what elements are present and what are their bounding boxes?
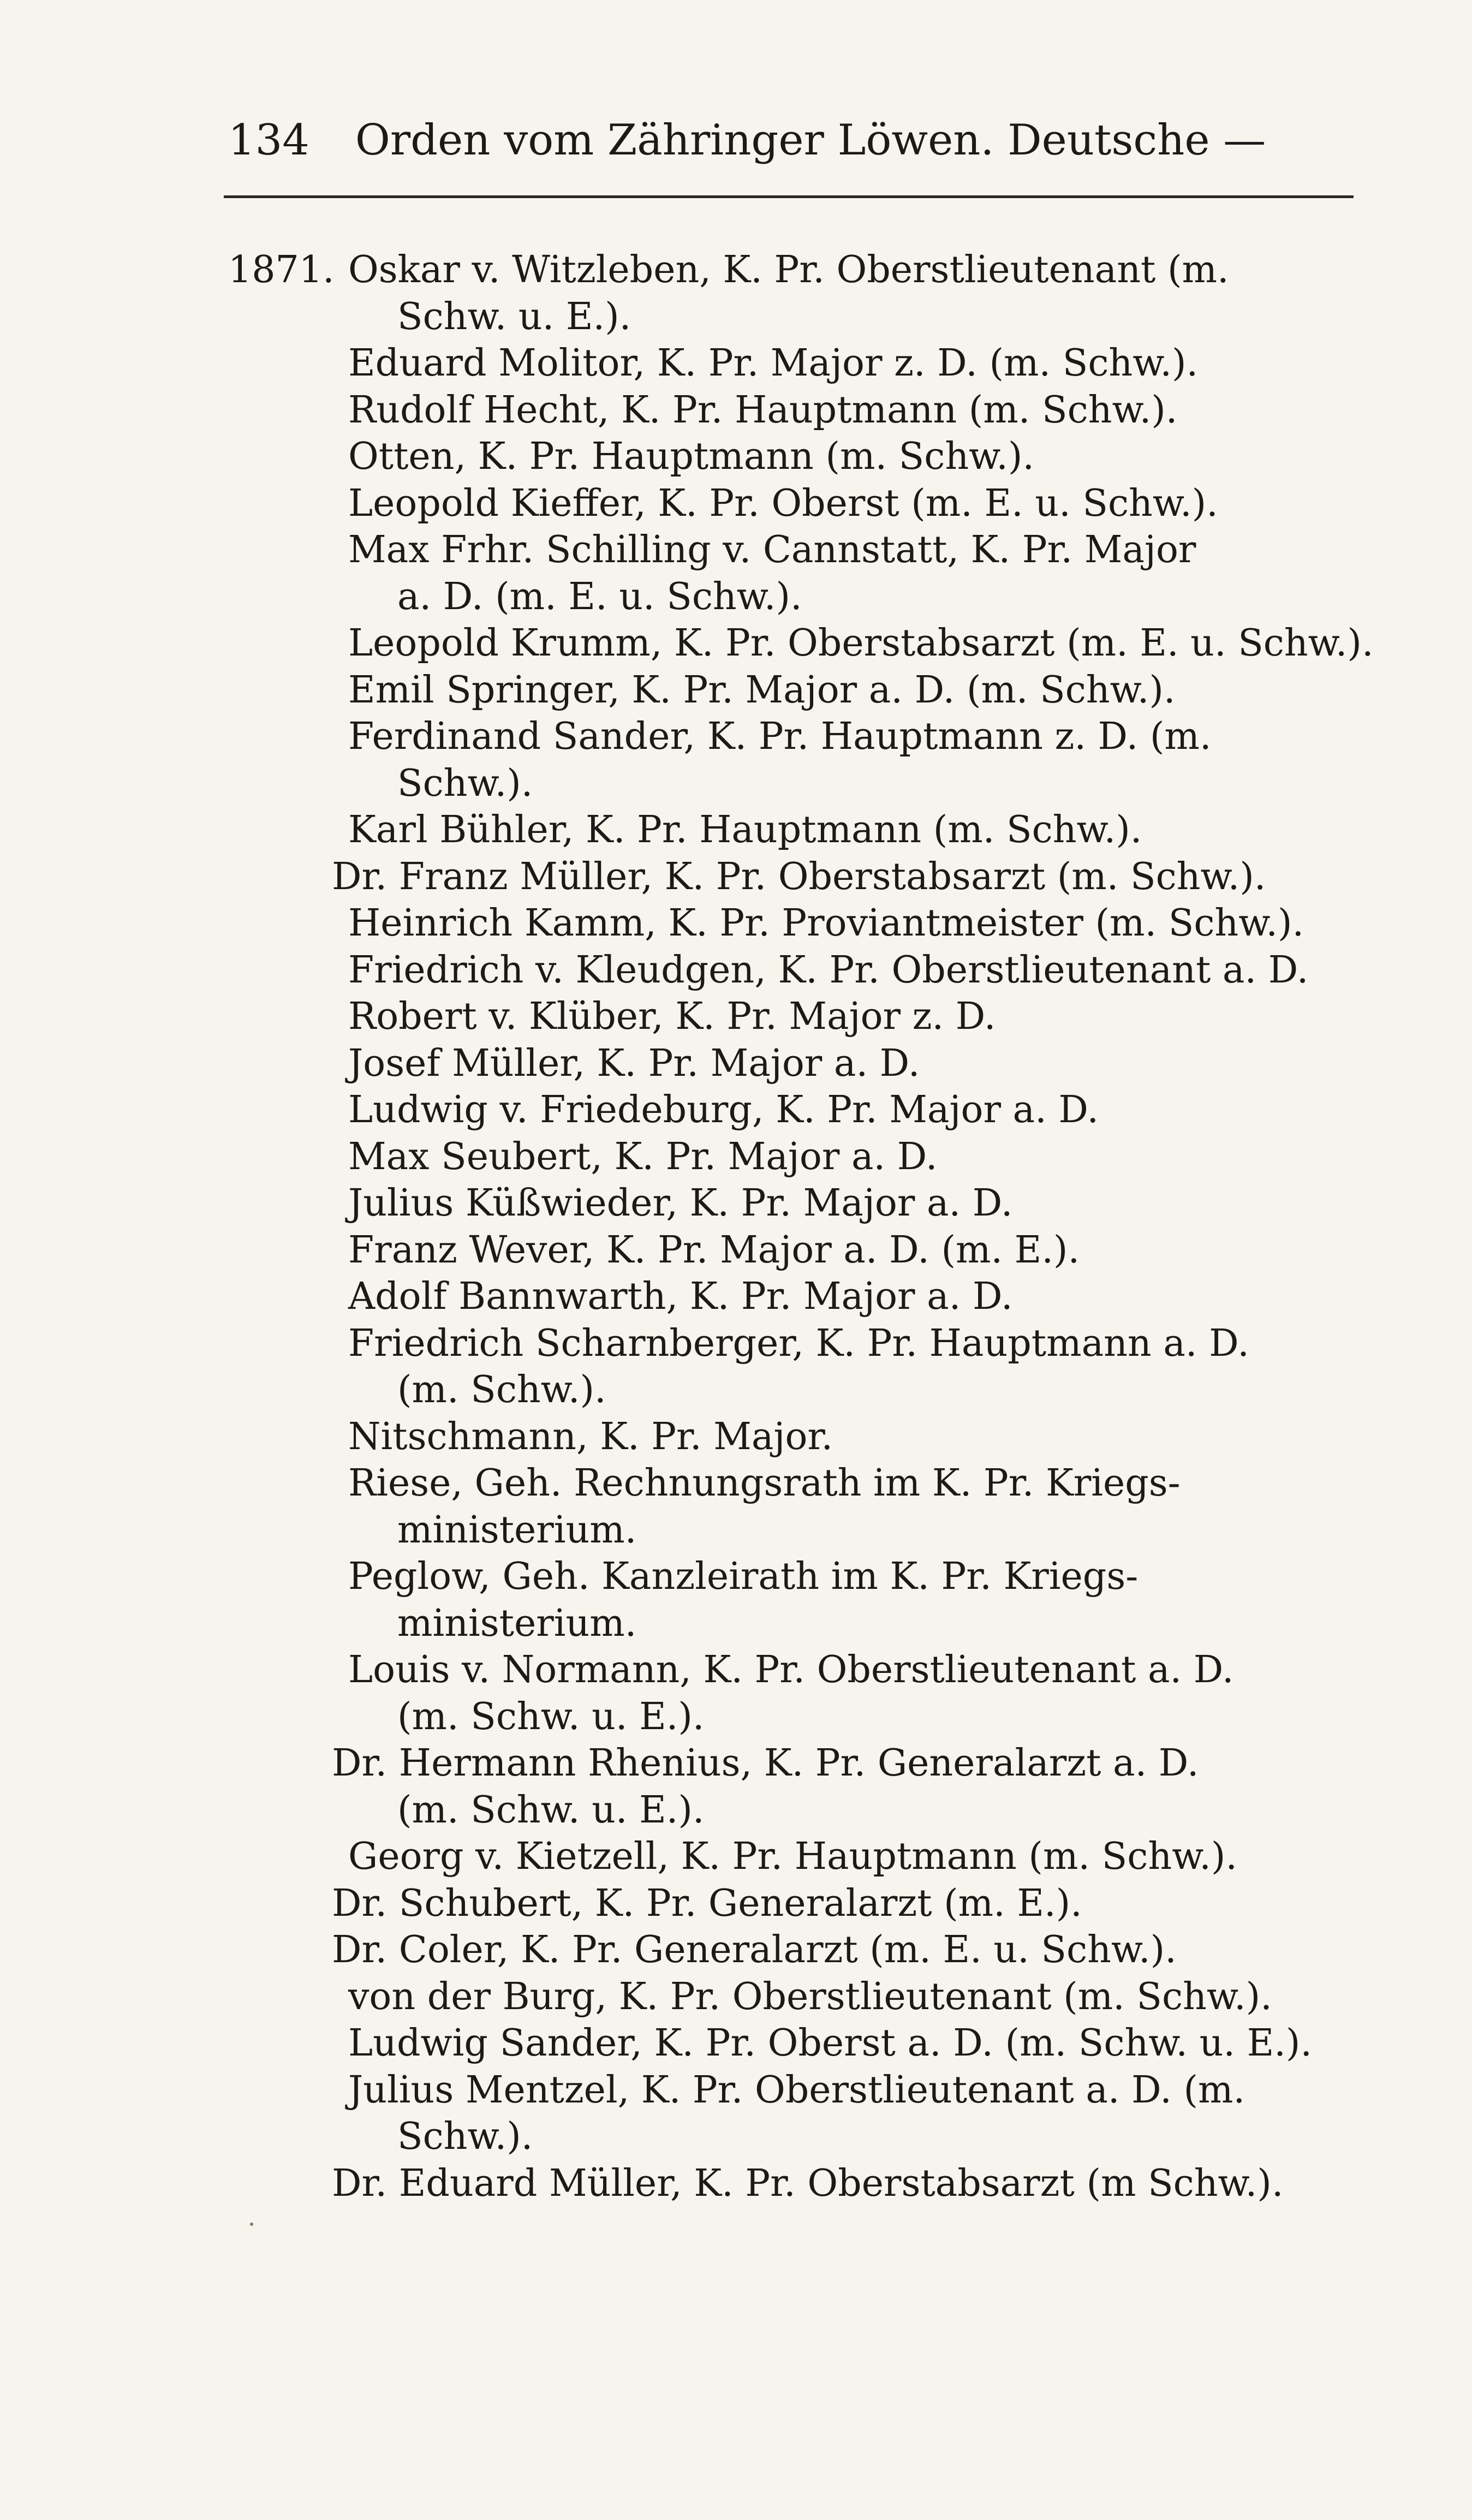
entry-text: von der Burg, K. Pr. Oberstlieutenant (m. Schw.).	[348, 1975, 1272, 2018]
entry-text: a. D. (m. E. u. Schw.).	[397, 575, 802, 618]
entry-text: Adolf Bannwarth, K. Pr. Major a. D.	[348, 1275, 1013, 1318]
entry-text: (m. Schw.).	[397, 1368, 606, 1411]
entry-text: Ludwig Sander, K. Pr. Oberst a. D. (m. Schw. u. E.).	[348, 2022, 1313, 2065]
entry-line	[228, 1880, 1374, 1927]
entry-text: (m. Schw. u. E.).	[397, 1695, 705, 1738]
entry-text: Ludwig v. Friedeburg, K. Pr. Major a. D.	[348, 1088, 1099, 1131]
entry-line	[228, 713, 1374, 760]
entry-text: Ferdinand Sander, K. Pr. Hauptmann z. D. (m.	[348, 715, 1212, 758]
entry-line	[228, 294, 1374, 341]
entry-line	[228, 807, 1374, 854]
entry-line	[228, 1320, 1374, 1367]
entry-text: Dr. Coler, K. Pr. Generalarzt (m. E. u. Schw.).	[332, 1928, 1177, 1971]
entry-line	[228, 1227, 1374, 1274]
entry-text: Julius Mentzel, K. Pr. Oberstlieutenant a. D. (m.	[348, 2068, 1245, 2112]
entry-line	[228, 247, 1374, 294]
entry-line	[228, 1273, 1374, 1320]
entry-line	[228, 1553, 1374, 1600]
page-number: 134	[228, 116, 309, 165]
entry-text: Georg v. Kietzell, K. Pr. Hauptmann (m. Schw.).	[348, 1835, 1238, 1878]
entry-line	[228, 480, 1374, 527]
running-header	[228, 116, 1352, 165]
entry-line	[228, 1740, 1374, 1787]
entry-text: ministerium.	[397, 1601, 637, 1645]
entry-text: Julius Küßwieder, K. Pr. Major a. D.	[348, 1182, 1013, 1225]
entry-line	[228, 1833, 1374, 1880]
entry-line	[228, 2020, 1374, 2067]
entry-text: Leopold Kieffer, K. Pr. Oberst (m. E. u. Schw.).	[348, 481, 1218, 525]
entry-text: Rudolf Hecht, K. Pr. Hauptmann (m. Schw.).	[348, 388, 1178, 432]
entry-text: Oskar v. Witzleben, K. Pr. Oberstlieutenant (m.	[348, 248, 1229, 291]
entry-text: Max Seubert, K. Pr. Major a. D.	[348, 1135, 938, 1178]
entry-line	[228, 1367, 1374, 1414]
entry-line	[228, 340, 1374, 387]
entry-text: Dr. Franz Müller, K. Pr. Oberstabsarzt (m. Schw.).	[332, 855, 1266, 898]
entry-line	[228, 854, 1374, 901]
entry-line	[228, 1787, 1374, 1834]
entry-text: Leopold Krumm, K. Pr. Oberstabsarzt (m. E. u. Schw.).	[348, 622, 1374, 665]
entry-line	[228, 1974, 1374, 2021]
entry-text: Eduard Molitor, K. Pr. Major z. D. (m. Schw.).	[348, 342, 1199, 385]
entry-line	[228, 1040, 1374, 1087]
entry-text: ministerium.	[397, 1508, 637, 1552]
entry-text: Otten, K. Pr. Hauptmann (m. Schw.).	[348, 435, 1035, 478]
entry-text: Heinrich Kamm, K. Pr. Proviantmeister (m. Schw.).	[348, 902, 1304, 945]
entry-line	[228, 574, 1374, 621]
entry-text: Schw. u. E.).	[397, 295, 631, 338]
entry-text: Friedrich Scharnberger, K. Pr. Hauptmann a. D.	[348, 1321, 1249, 1365]
entry-line	[228, 760, 1374, 807]
entry-list	[228, 247, 1374, 2207]
entry-line	[228, 1414, 1374, 1461]
entry-text: Franz Wever, K. Pr. Major a. D. (m. E.).	[348, 1228, 1080, 1272]
entry-text: Dr. Eduard Müller, K. Pr. Oberstabsarzt (m Schw.).	[332, 2161, 1284, 2205]
paper-speck	[250, 2223, 253, 2226]
entry-line	[228, 527, 1374, 574]
header-rule	[224, 195, 1354, 198]
entry-line	[228, 1647, 1374, 1694]
entry-line	[228, 1507, 1374, 1554]
entry-line	[228, 1927, 1374, 1974]
entry-line	[228, 900, 1374, 947]
entry-text: Louis v. Normann, K. Pr. Oberstlieutenant a. D.	[348, 1648, 1234, 1691]
entry-line	[228, 2113, 1374, 2160]
entry-text: Schw.).	[397, 2115, 533, 2158]
entry-line	[228, 1600, 1374, 1647]
entry-line	[228, 387, 1374, 434]
entry-text: (m. Schw. u. E.).	[397, 1788, 705, 1832]
entry-text: Peglow, Geh. Kanzleirath im K. Pr. Kriegs-	[348, 1555, 1139, 1598]
running-title: Orden vom Zähringer Löwen. Deutsche —	[355, 116, 1266, 165]
entry-line	[228, 667, 1374, 714]
entry-line	[228, 1134, 1374, 1181]
entry-text: Dr. Hermann Rhenius, K. Pr. Generalarzt a. D.	[332, 1742, 1199, 1785]
entry-line	[228, 2160, 1374, 2207]
entry-line	[228, 620, 1374, 667]
entry-line	[228, 1087, 1374, 1134]
year-label: 1871.	[228, 248, 335, 291]
entry-text: Max Frhr. Schilling v. Cannstatt, K. Pr. Major	[348, 528, 1196, 571]
entry-text: Friedrich v. Kleudgen, K. Pr. Oberstlieutenant a. D.	[348, 948, 1309, 992]
entry-text: Schw.).	[397, 761, 533, 805]
entry-text: Josef Müller, K. Pr. Major a. D.	[348, 1041, 920, 1085]
entry-line	[228, 1180, 1374, 1227]
entry-line	[228, 433, 1374, 480]
entry-text: Nitschmann, K. Pr. Major.	[348, 1415, 833, 1458]
entry-text: Robert v. Klüber, K. Pr. Major z. D.	[348, 995, 996, 1038]
entry-text: Riese, Geh. Rechnungsrath im K. Pr. Kriegs-	[348, 1462, 1181, 1505]
entry-text: Dr. Schubert, K. Pr. Generalarzt (m. E.).	[332, 1881, 1082, 1925]
entry-text: Karl Bühler, K. Pr. Hauptmann (m. Schw.).	[348, 808, 1142, 851]
entry-line	[228, 947, 1374, 994]
entry-line	[228, 1694, 1374, 1741]
entry-text: Emil Springer, K. Pr. Major a. D. (m. Schw.).	[348, 668, 1176, 712]
entry-line	[228, 1460, 1374, 1507]
entry-line	[228, 2067, 1374, 2114]
entry-line	[228, 993, 1374, 1040]
